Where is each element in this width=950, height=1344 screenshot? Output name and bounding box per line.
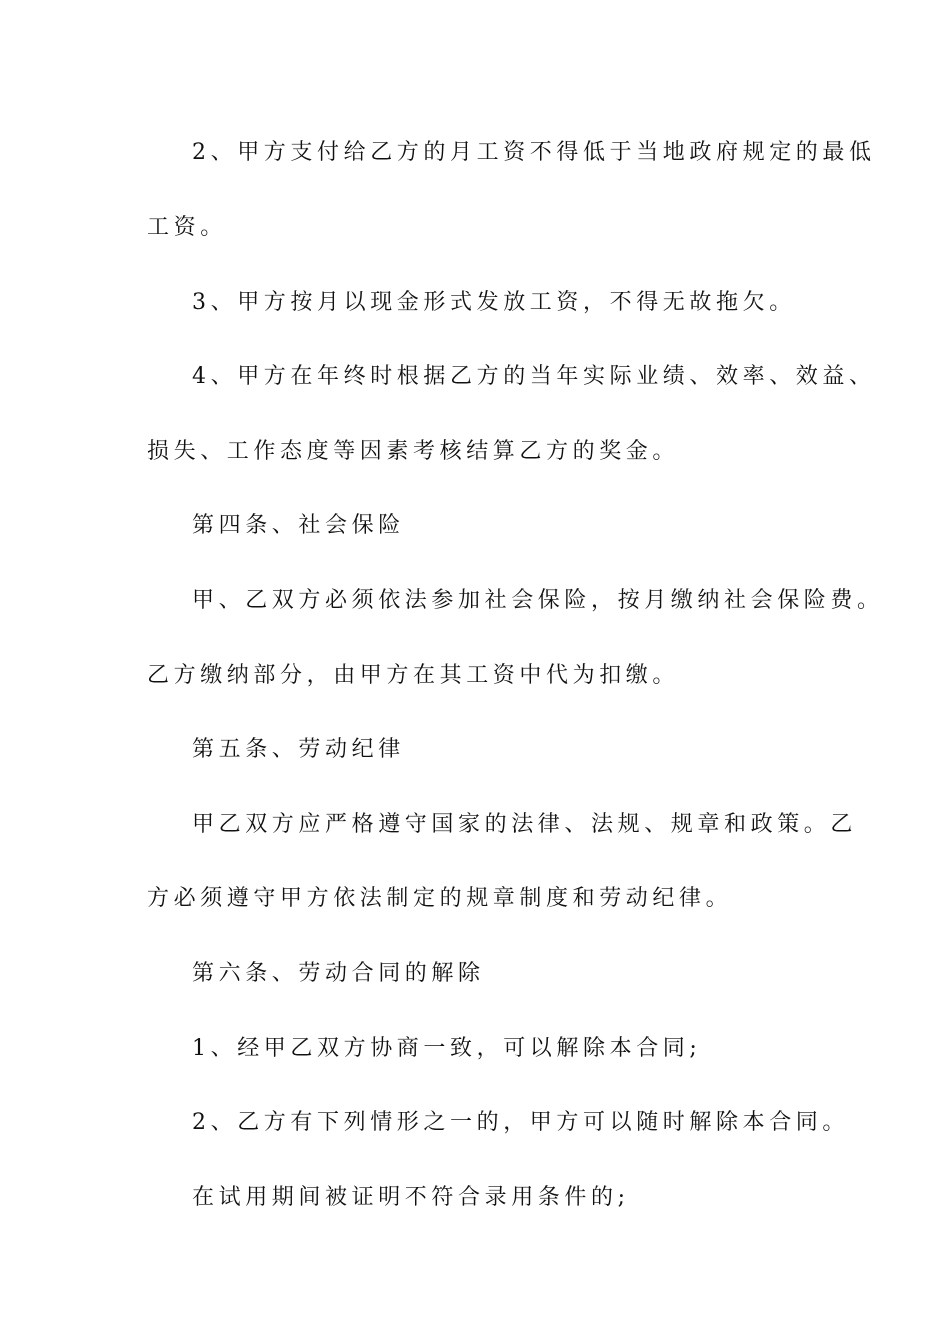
paragraph-line: 2、甲方支付给乙方的月工资不得低于当地政府规定的最低: [192, 140, 876, 165]
paragraph-line: 1、经甲乙双方协商一致，可以解除本合同;: [192, 1036, 702, 1061]
paragraph-line: 损失、工作态度等因素考核结算乙方的奖金。: [147, 439, 680, 464]
paragraph-line: 方必须遵守甲方依法制定的规章制度和劳动纪律。: [147, 886, 733, 911]
section-heading: 第六条、劳动合同的解除: [192, 961, 485, 986]
paragraph-line: 3、甲方按月以现金形式发放工资，不得无故拖欠。: [192, 290, 796, 315]
paragraph-line: 2、乙方有下列情形之一的，甲方可以随时解除本合同。: [192, 1110, 849, 1135]
section-heading: 第四条、社会保险: [192, 513, 405, 538]
section-heading: 第五条、劳动纪律: [192, 737, 405, 762]
paragraph-line: 工资。: [147, 215, 227, 240]
paragraph-line: 4、甲方在年终时根据乙方的当年实际业绩、效率、效益、: [192, 364, 876, 389]
paragraph-line: 乙方缴纳部分，由甲方在其工资中代为扣缴。: [147, 663, 680, 688]
paragraph-line: 甲、乙双方必须依法参加社会保险，按月缴纳社会保险费。: [192, 588, 884, 613]
paragraph-line: 甲乙双方应严格遵守国家的法律、法规、规章和政策。乙: [192, 812, 858, 837]
paragraph-line: 在试用期间被证明不符合录用条件的;: [192, 1185, 630, 1210]
